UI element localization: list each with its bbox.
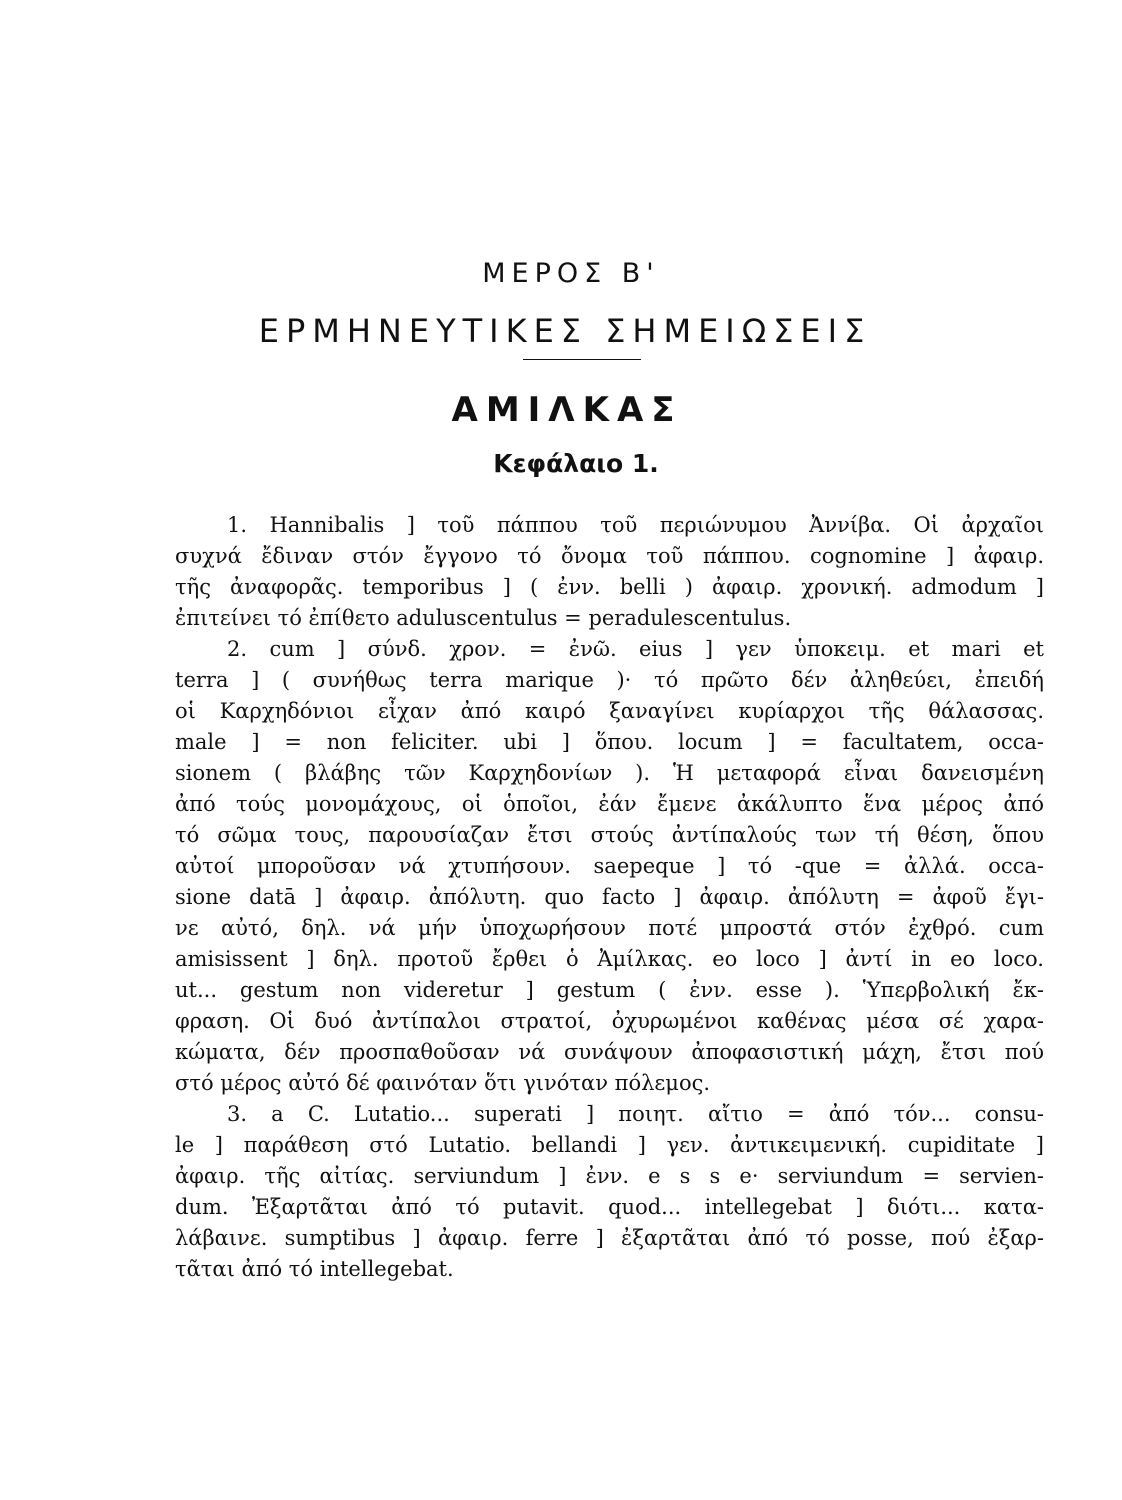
text-line: νε αὐτό, δηλ. νά μήν ὑποχωρήσουν ποτέ μπροστά στόν ἐχθρό. cum xyxy=(175,916,1044,940)
text-line: 1. Hannibalis ] τοῦ πάππου τοῦ περιώνυμου Ἀννίβα. Οἱ ἀρχαῖοι xyxy=(227,513,1044,537)
title-divider xyxy=(523,359,641,360)
text-line: ἀπό τούς μονομάχους, οἱ ὁποῖοι, ἐάν ἔμενε ἀκάλυπτο ἕνα μέρος ἀπό xyxy=(175,792,1044,816)
text-line: ἀφαιρ. τῆς αἰτίας. serviundum ] ἐνν. e s s e· serviundum = servien- xyxy=(175,1164,1044,1188)
text-line: terra ] ( συνήθως terra marique )· τό πρῶτο δέν ἀληθεύει, ἐπειδή xyxy=(175,668,1044,692)
text-line: τό σῶμα τους, παρουσίαζαν ἔτσι στούς ἀντίπαλούς των τή θέση, ὅπου xyxy=(175,823,1044,847)
part-heading: ΜΕΡΟΣ Β' xyxy=(482,258,660,289)
text-line: le ] παράθεση στό Lutatio. bellandi ] γεν. ἀντικειμενική. cupiditate ] xyxy=(175,1133,1044,1157)
text-line: φραση. Οἱ δυό ἀντίπαλοι στρατοί, ὀχυρωμένοι καθένας μέσα σέ χαρα- xyxy=(175,1009,1044,1033)
commentary-body xyxy=(175,510,1044,1285)
text-line: sione datā ] ἀφαιρ. ἀπόλυτη. quo facto ] ἀφαιρ. ἀπόλυτη = ἀφοῦ ἔγι- xyxy=(175,885,1044,909)
section-title: ΕΡΜΗΝΕΥΤΙΚΕΣ ΣΗΜΕΙΩΣΕΙΣ xyxy=(258,312,872,350)
author-heading: ΑΜΙΛΚΑΣ xyxy=(451,390,683,430)
text-line: οἱ Καρχηδόνιοι εἶχαν ἀπό καιρό ξαναγίνει κυρίαρχοι τῆς θάλασσας. xyxy=(175,699,1044,723)
text-line: male ] = non feliciter. ubi ] ὅπου. locum ] = facultatem, occa- xyxy=(175,730,1044,754)
text-line: στό μέρος αὐτό δέ φαινόταν ὅτι γινόταν πόλεμος. xyxy=(175,1071,711,1095)
chapter-heading: Κεφάλαιο 1. xyxy=(493,449,659,478)
text-line: λάβαινε. sumptibus ] ἀφαιρ. ferre ] ἐξαρτᾶται ἀπό τό posse, πού ἐξαρ- xyxy=(175,1226,1044,1250)
text-line: ἐπιτείνει τό ἐπίθετο aduluscentulus = peradulescentulus. xyxy=(175,606,792,630)
text-line: sionem ( βλάβης τῶν Καρχηδονίων ). Ἡ μεταφορά εἶναι δανεισμένη xyxy=(175,761,1044,785)
text-line: τῆς ἀναφορᾶς. temporibus ] ( ἐνν. belli ) ἀφαιρ. χρονική. admodum ] xyxy=(175,575,1044,599)
text-line: 2. cum ] σύνδ. χρον. = ἐνῶ. eius ] γεν ὑποκειμ. et mari et xyxy=(227,637,1044,661)
text-line: amisissent ] δηλ. προτοῦ ἔρθει ὁ Ἀμίλκας. eo loco ] ἀντί in eo loco. xyxy=(175,947,1044,971)
text-line: τᾶται ἀπό τό intellegebat. xyxy=(175,1257,454,1281)
text-line: ut... gestum non videretur ] gestum ( ἐνν. esse ). Ὑπερβολική ἔκ- xyxy=(175,978,1044,1002)
text-line: 3. a C. Lutatio... superati ] ποιητ. αἴτιο = ἀπό τόν... consu- xyxy=(227,1102,1044,1126)
text-line: αὐτοί μποροῦσαν νά χτυπήσουν. saepeque ] τό -que = ἀλλά. occa- xyxy=(175,854,1044,878)
text-line: συχνά ἔδιναν στόν ἔγγονο τό ὄνομα τοῦ πάππου. cognomine ] ἀφαιρ. xyxy=(175,544,1044,568)
text-line: κώματα, δέν προσπαθοῦσαν νά συνάψουν ἀποφασιστική μάχη, ἔτσι πού xyxy=(175,1040,1044,1064)
text-line: dum. Ἐξαρτᾶται ἀπό τό putavit. quod... intellegebat ] διότι... κατα- xyxy=(175,1195,1044,1219)
